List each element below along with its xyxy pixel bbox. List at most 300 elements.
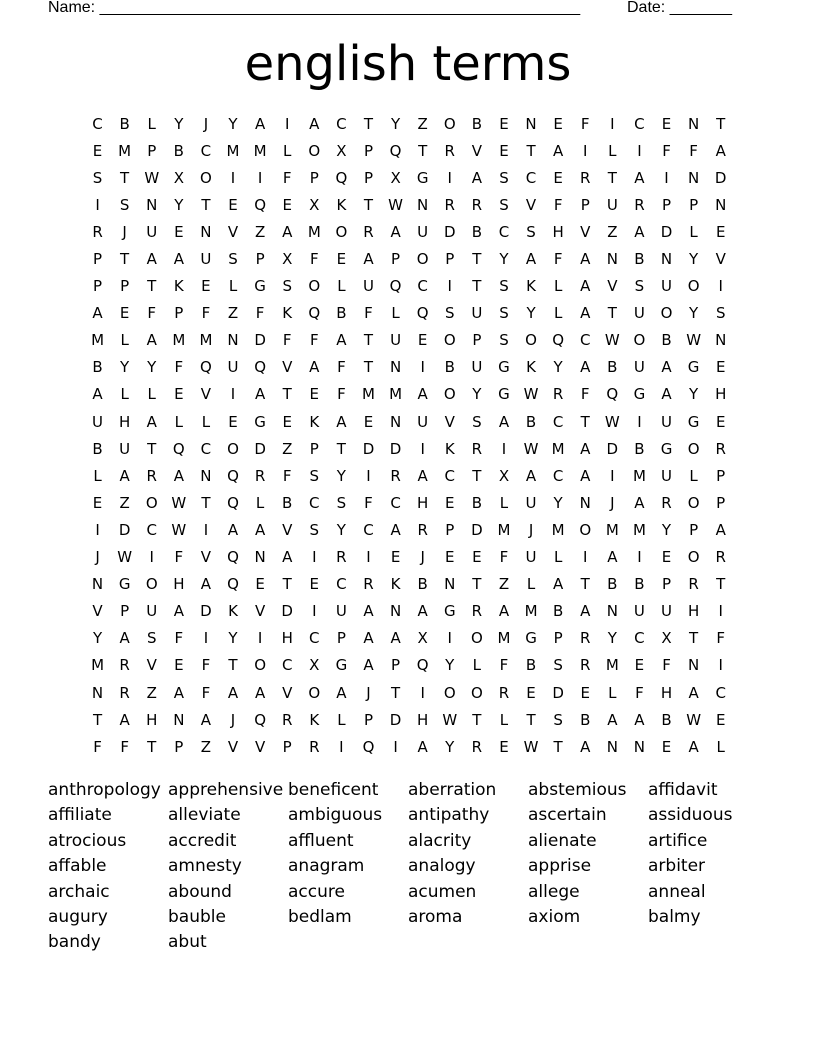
grid-letter[interactable]: H — [687, 602, 700, 621]
grid-letter[interactable]: L — [608, 683, 617, 702]
grid-letter[interactable]: R — [498, 683, 510, 702]
grid-letter[interactable]: V — [580, 222, 591, 241]
grid-letter[interactable]: S — [119, 195, 130, 214]
grid-letter[interactable]: S — [282, 277, 292, 296]
grid-letter[interactable]: C — [552, 466, 564, 485]
grid-letter[interactable]: F — [364, 493, 373, 512]
grid-letter[interactable]: I — [95, 520, 100, 539]
grid-letter[interactable]: A — [227, 683, 239, 702]
grid-letter[interactable]: Z — [254, 222, 266, 241]
grid-letter[interactable]: V — [444, 412, 455, 431]
grid-letter[interactable]: D — [471, 520, 483, 539]
grid-letter[interactable]: R — [715, 548, 726, 567]
grid-letter[interactable]: W — [523, 385, 539, 404]
grid-letter[interactable]: A — [715, 520, 726, 539]
grid-letter[interactable]: P — [120, 602, 130, 621]
grid-letter[interactable]: B — [661, 710, 672, 729]
grid-letter[interactable]: T — [336, 439, 346, 458]
grid-letter[interactable]: I — [447, 168, 452, 187]
grid-letter[interactable]: W — [117, 548, 133, 567]
grid-letter[interactable]: Q — [389, 277, 402, 296]
grid-letter[interactable]: I — [230, 385, 236, 404]
grid-letter[interactable]: A — [417, 466, 428, 485]
grid-letter[interactable]: S — [634, 277, 645, 296]
grid-letter[interactable]: A — [688, 683, 699, 702]
grid-letter[interactable]: R — [471, 195, 483, 214]
grid-letter[interactable]: M — [362, 385, 375, 404]
grid-letter[interactable]: O — [443, 683, 456, 702]
grid-letter[interactable]: T — [390, 683, 401, 702]
grid-letter[interactable]: Y — [689, 250, 699, 269]
grid-letter[interactable]: A — [580, 250, 591, 269]
grid-letter[interactable]: V — [200, 548, 212, 567]
grid-letter[interactable]: A — [525, 250, 537, 269]
grid-letter[interactable]: A — [227, 520, 239, 539]
grid-letter[interactable]: A — [580, 602, 591, 621]
grid-letter[interactable]: T — [472, 575, 482, 594]
grid-letter[interactable]: P — [391, 250, 401, 269]
grid-letter[interactable]: S — [553, 656, 563, 675]
grid-letter[interactable]: F — [282, 331, 292, 350]
grid-letter[interactable]: X — [309, 195, 320, 214]
grid-letter[interactable]: O — [200, 168, 212, 187]
grid-letter[interactable]: F — [309, 331, 319, 350]
grid-letter[interactable]: J — [203, 114, 209, 133]
grid-letter[interactable]: Y — [661, 520, 672, 539]
grid-letter[interactable]: F — [553, 250, 563, 269]
grid-letter[interactable]: T — [120, 168, 130, 187]
grid-letter[interactable]: A — [390, 629, 401, 648]
grid-letter[interactable]: Q — [389, 141, 402, 160]
grid-letter[interactable]: N — [606, 737, 618, 756]
grid-letter[interactable]: L — [120, 331, 129, 350]
grid-letter[interactable]: E — [499, 737, 509, 756]
grid-letter[interactable]: Y — [174, 195, 184, 214]
grid-letter[interactable]: E — [553, 168, 563, 187]
date-field[interactable]: Date: _______ — [627, 0, 732, 16]
grid-letter[interactable]: I — [420, 439, 425, 458]
grid-letter[interactable]: H — [146, 710, 158, 729]
grid-letter[interactable]: R — [444, 141, 455, 160]
grid-letter[interactable]: D — [200, 602, 212, 621]
grid-letter[interactable]: Y — [228, 629, 238, 648]
grid-letter[interactable]: L — [93, 466, 102, 485]
grid-letter[interactable]: B — [282, 493, 293, 512]
grid-letter[interactable]: V — [227, 222, 239, 241]
grid-letter[interactable]: O — [335, 222, 348, 241]
grid-letter[interactable]: O — [687, 548, 700, 567]
grid-letter[interactable]: L — [391, 304, 400, 323]
grid-letter[interactable]: T — [716, 114, 726, 133]
grid-letter[interactable]: D — [254, 439, 266, 458]
grid-letter[interactable]: T — [526, 710, 536, 729]
grid-letter[interactable]: A — [282, 548, 293, 567]
grid-letter[interactable]: S — [336, 493, 347, 512]
grid-letter[interactable]: A — [417, 385, 428, 404]
grid-letter[interactable]: A — [254, 114, 266, 133]
grid-letter[interactable]: I — [257, 629, 263, 648]
grid-letter[interactable]: T — [363, 331, 374, 350]
grid-letter[interactable]: E — [174, 656, 184, 675]
grid-letter[interactable]: D — [389, 710, 402, 729]
grid-letter[interactable]: A — [119, 629, 130, 648]
grid-letter[interactable]: Z — [607, 222, 618, 241]
grid-letter[interactable]: B — [92, 439, 103, 458]
grid-letter[interactable]: T — [472, 710, 482, 729]
grid-letter[interactable]: L — [716, 737, 725, 756]
grid-letter[interactable]: H — [417, 710, 429, 729]
grid-letter[interactable]: O — [308, 683, 321, 702]
grid-letter[interactable]: Y — [336, 466, 346, 485]
grid-letter[interactable]: E — [336, 250, 347, 269]
grid-letter[interactable]: A — [173, 602, 184, 621]
grid-letter[interactable]: I — [664, 168, 669, 187]
grid-letter[interactable]: B — [119, 114, 130, 133]
grid-letter[interactable]: L — [526, 575, 536, 594]
grid-letter[interactable]: N — [173, 710, 185, 729]
grid-letter[interactable]: L — [553, 277, 563, 296]
grid-letter[interactable]: E — [445, 493, 455, 512]
grid-letter[interactable]: M — [632, 466, 646, 485]
grid-letter[interactable]: N — [660, 250, 673, 269]
grid-letter[interactable]: U — [633, 358, 645, 377]
grid-letter[interactable]: T — [472, 277, 482, 296]
grid-letter[interactable]: B — [471, 222, 482, 241]
grid-letter[interactable]: B — [444, 358, 455, 377]
grid-letter[interactable]: G — [498, 358, 510, 377]
grid-letter[interactable]: A — [498, 602, 510, 621]
grid-letter[interactable]: X — [282, 250, 293, 269]
grid-letter[interactable]: P — [445, 250, 455, 269]
grid-letter[interactable]: R — [688, 575, 699, 594]
grid-letter[interactable]: C — [634, 629, 645, 648]
grid-letter[interactable]: N — [91, 575, 104, 594]
grid-letter[interactable]: Y — [120, 358, 130, 377]
grid-letter[interactable]: I — [393, 737, 398, 756]
grid-letter[interactable]: E — [661, 737, 672, 756]
grid-letter[interactable]: A — [146, 250, 157, 269]
grid-letter[interactable]: Q — [254, 195, 267, 214]
grid-letter[interactable]: R — [363, 575, 374, 594]
grid-letter[interactable]: O — [416, 250, 429, 269]
grid-letter[interactable]: G — [687, 358, 700, 377]
grid-letter[interactable]: A — [336, 331, 347, 350]
grid-letter[interactable]: A — [282, 222, 293, 241]
grid-letter[interactable]: S — [309, 520, 320, 539]
grid-letter[interactable]: O — [443, 114, 456, 133]
grid-letter[interactable]: R — [715, 439, 726, 458]
grid-letter[interactable]: P — [174, 737, 184, 756]
grid-letter[interactable]: I — [420, 683, 425, 702]
grid-letter[interactable]: E — [634, 656, 645, 675]
grid-letter[interactable]: C — [390, 493, 401, 512]
grid-letter[interactable]: L — [499, 710, 509, 729]
grid-letter[interactable]: A — [254, 385, 266, 404]
grid-letter[interactable]: E — [309, 575, 320, 594]
grid-letter[interactable]: C — [336, 575, 347, 594]
grid-letter[interactable]: T — [418, 141, 428, 160]
grid-letter[interactable]: P — [363, 710, 373, 729]
grid-letter[interactable]: P — [472, 331, 482, 350]
grid-letter[interactable]: T — [689, 629, 699, 648]
grid-letter[interactable]: E — [363, 412, 374, 431]
grid-letter[interactable]: N — [200, 222, 212, 241]
grid-letter[interactable]: M — [605, 656, 619, 675]
grid-letter[interactable]: M — [91, 331, 105, 350]
grid-letter[interactable]: G — [335, 656, 348, 675]
grid-letter[interactable]: F — [201, 683, 211, 702]
grid-letter[interactable]: Q — [200, 358, 212, 377]
grid-letter[interactable]: C — [336, 114, 347, 133]
grid-letter[interactable]: F — [553, 195, 563, 214]
grid-letter[interactable]: M — [632, 520, 646, 539]
grid-letter[interactable]: L — [283, 141, 292, 160]
grid-letter[interactable]: I — [718, 277, 723, 296]
grid-letter[interactable]: R — [634, 195, 645, 214]
grid-letter[interactable]: E — [282, 195, 292, 214]
grid-letter[interactable]: G — [687, 412, 700, 431]
grid-letter[interactable]: I — [447, 277, 452, 296]
grid-letter[interactable]: R — [471, 602, 483, 621]
grid-letter[interactable]: A — [580, 439, 591, 458]
grid-letter[interactable]: V — [282, 683, 293, 702]
grid-letter[interactable]: Y — [174, 114, 184, 133]
grid-letter[interactable]: P — [716, 493, 726, 512]
grid-letter[interactable]: F — [580, 385, 590, 404]
grid-letter[interactable]: O — [145, 575, 158, 594]
grid-letter[interactable]: N — [633, 737, 646, 756]
grid-letter[interactable]: N — [389, 358, 402, 377]
grid-letter[interactable]: T — [201, 493, 211, 512]
grid-letter[interactable]: O — [579, 520, 592, 539]
grid-letter[interactable]: T — [580, 575, 590, 594]
grid-letter[interactable]: R — [281, 710, 293, 729]
grid-letter[interactable]: O — [660, 304, 673, 323]
grid-letter[interactable]: F — [282, 466, 292, 485]
grid-letter[interactable]: E — [715, 710, 726, 729]
grid-letter[interactable]: N — [444, 575, 456, 594]
grid-letter[interactable]: T — [363, 358, 374, 377]
grid-letter[interactable]: G — [498, 385, 510, 404]
grid-letter[interactable]: Q — [606, 385, 619, 404]
grid-letter[interactable]: Q — [254, 358, 267, 377]
grid-letter[interactable]: Z — [227, 304, 239, 323]
grid-letter[interactable]: C — [525, 168, 537, 187]
grid-letter[interactable]: Q — [227, 493, 239, 512]
grid-letter[interactable]: P — [391, 656, 401, 675]
grid-letter[interactable]: O — [687, 277, 700, 296]
grid-letter[interactable]: I — [583, 141, 588, 160]
grid-letter[interactable]: D — [552, 683, 564, 702]
grid-letter[interactable]: F — [499, 656, 509, 675]
grid-letter[interactable]: B — [607, 358, 618, 377]
grid-letter[interactable]: L — [201, 412, 211, 431]
grid-letter[interactable]: F — [716, 629, 726, 648]
grid-letter[interactable]: L — [147, 114, 156, 133]
grid-letter[interactable]: E — [228, 412, 238, 431]
grid-letter[interactable]: A — [580, 737, 591, 756]
grid-letter[interactable]: C — [281, 656, 293, 675]
grid-letter[interactable]: A — [417, 602, 428, 621]
grid-letter[interactable]: Y — [553, 358, 563, 377]
grid-letter[interactable]: P — [282, 737, 292, 756]
grid-letter[interactable]: I — [230, 168, 236, 187]
grid-letter[interactable]: W — [523, 439, 539, 458]
grid-letter[interactable]: I — [718, 656, 723, 675]
grid-letter[interactable]: A — [634, 710, 645, 729]
grid-letter[interactable]: T — [147, 277, 157, 296]
grid-letter[interactable]: Q — [227, 575, 239, 594]
grid-letter[interactable]: A — [390, 222, 401, 241]
grid-letter[interactable]: U — [525, 493, 537, 512]
grid-letter[interactable]: R — [336, 548, 347, 567]
grid-letter[interactable]: Y — [472, 385, 482, 404]
grid-letter[interactable]: A — [580, 277, 591, 296]
grid-letter[interactable]: O — [254, 656, 267, 675]
grid-letter[interactable]: A — [417, 737, 428, 756]
grid-letter[interactable]: U — [119, 439, 131, 458]
grid-letter[interactable]: A — [525, 466, 537, 485]
grid-letter[interactable]: T — [607, 168, 617, 187]
grid-letter[interactable]: K — [282, 304, 293, 323]
grid-letter[interactable]: P — [689, 195, 699, 214]
grid-letter[interactable]: I — [447, 629, 452, 648]
grid-letter[interactable]: J — [122, 222, 127, 241]
grid-letter[interactable]: I — [718, 602, 723, 621]
grid-letter[interactable]: P — [580, 195, 590, 214]
grid-letter[interactable]: F — [255, 304, 265, 323]
grid-letter[interactable]: F — [147, 304, 157, 323]
grid-letter[interactable]: O — [227, 439, 239, 458]
grid-letter[interactable]: L — [337, 710, 346, 729]
grid-letter[interactable]: L — [472, 656, 482, 675]
grid-letter[interactable]: G — [525, 629, 537, 648]
grid-letter[interactable]: W — [171, 520, 187, 539]
grid-letter[interactable]: L — [553, 304, 563, 323]
grid-letter[interactable]: M — [551, 520, 565, 539]
grid-letter[interactable]: E — [472, 548, 482, 567]
grid-letter[interactable]: A — [119, 466, 130, 485]
grid-letter[interactable]: A — [661, 385, 672, 404]
grid-letter[interactable]: S — [499, 195, 509, 214]
grid-letter[interactable]: M — [91, 656, 105, 675]
grid-letter[interactable]: W — [388, 195, 403, 214]
grid-letter[interactable]: C — [579, 331, 591, 350]
grid-letter[interactable]: N — [227, 331, 239, 350]
grid-letter[interactable]: Y — [499, 250, 509, 269]
grid-letter[interactable]: L — [147, 385, 156, 404]
grid-letter[interactable]: A — [715, 141, 726, 160]
grid-letter[interactable]: V — [254, 737, 266, 756]
grid-letter[interactable]: B — [92, 358, 103, 377]
grid-letter[interactable]: U — [471, 358, 483, 377]
grid-letter[interactable]: O — [470, 629, 483, 648]
grid-letter[interactable]: E — [526, 683, 536, 702]
grid-letter[interactable]: T — [282, 575, 292, 594]
grid-letter[interactable]: T — [363, 114, 374, 133]
grid-letter[interactable]: R — [309, 737, 320, 756]
grid-letter[interactable]: P — [689, 520, 699, 539]
grid-letter[interactable]: R — [119, 683, 130, 702]
grid-letter[interactable]: T — [120, 250, 130, 269]
grid-letter[interactable]: F — [174, 548, 184, 567]
grid-letter[interactable]: E — [661, 114, 672, 133]
grid-letter[interactable]: F — [635, 683, 644, 702]
grid-letter[interactable]: B — [471, 114, 482, 133]
grid-letter[interactable]: B — [634, 575, 645, 594]
grid-letter[interactable]: V — [92, 602, 103, 621]
grid-letter[interactable]: P — [445, 520, 455, 539]
grid-letter[interactable]: G — [118, 575, 131, 594]
grid-letter[interactable]: S — [526, 222, 536, 241]
grid-letter[interactable]: V — [607, 277, 618, 296]
grid-letter[interactable]: L — [255, 493, 265, 512]
grid-letter[interactable]: L — [608, 141, 617, 160]
grid-letter[interactable]: I — [366, 548, 371, 567]
grid-letter[interactable]: W — [442, 710, 458, 729]
grid-letter[interactable]: F — [337, 358, 346, 377]
grid-letter[interactable]: E — [174, 385, 184, 404]
grid-letter[interactable]: N — [606, 250, 618, 269]
grid-letter[interactable]: B — [525, 656, 537, 675]
grid-letter[interactable]: N — [687, 114, 700, 133]
grid-letter[interactable]: I — [583, 548, 588, 567]
grid-letter[interactable]: N — [687, 168, 700, 187]
grid-letter[interactable]: R — [119, 656, 130, 675]
grid-letter[interactable]: I — [203, 520, 209, 539]
grid-letter[interactable]: K — [526, 358, 536, 377]
grid-letter[interactable]: C — [634, 114, 645, 133]
grid-letter[interactable]: E — [715, 358, 726, 377]
grid-letter[interactable]: R — [580, 629, 591, 648]
grid-letter[interactable]: A — [173, 466, 184, 485]
grid-letter[interactable]: A — [309, 358, 320, 377]
grid-letter[interactable]: P — [147, 141, 157, 160]
grid-letter[interactable]: R — [390, 466, 401, 485]
grid-letter[interactable]: K — [390, 575, 401, 594]
grid-letter[interactable]: A — [200, 710, 212, 729]
grid-letter[interactable]: Y — [526, 304, 536, 323]
grid-letter[interactable]: A — [607, 710, 618, 729]
grid-letter[interactable]: C — [309, 493, 320, 512]
grid-letter[interactable]: G — [416, 168, 429, 187]
grid-letter[interactable]: X — [336, 141, 347, 160]
grid-letter[interactable]: H — [552, 222, 564, 241]
grid-letter[interactable]: O — [525, 331, 537, 350]
grid-letter[interactable]: A — [173, 250, 184, 269]
grid-letter[interactable]: T — [282, 385, 292, 404]
grid-letter[interactable]: B — [173, 141, 184, 160]
grid-letter[interactable]: P — [661, 575, 672, 594]
grid-letter[interactable]: M — [253, 141, 267, 160]
grid-letter[interactable]: E — [417, 331, 428, 350]
grid-letter[interactable]: S — [499, 277, 509, 296]
grid-letter[interactable]: L — [689, 222, 698, 241]
grid-letter[interactable]: F — [580, 114, 590, 133]
grid-letter[interactable]: I — [610, 466, 615, 485]
grid-letter[interactable]: G — [254, 277, 266, 296]
grid-letter[interactable]: Z — [498, 575, 510, 594]
grid-letter[interactable]: P — [363, 168, 373, 187]
grid-letter[interactable]: U — [661, 277, 672, 296]
grid-letter[interactable]: A — [553, 575, 564, 594]
grid-letter[interactable]: N — [91, 683, 104, 702]
grid-letter[interactable]: B — [634, 439, 645, 458]
grid-letter[interactable]: A — [498, 412, 510, 431]
grid-letter[interactable]: W — [686, 710, 702, 729]
grid-letter[interactable]: U — [471, 304, 483, 323]
grid-letter[interactable]: N — [146, 195, 158, 214]
